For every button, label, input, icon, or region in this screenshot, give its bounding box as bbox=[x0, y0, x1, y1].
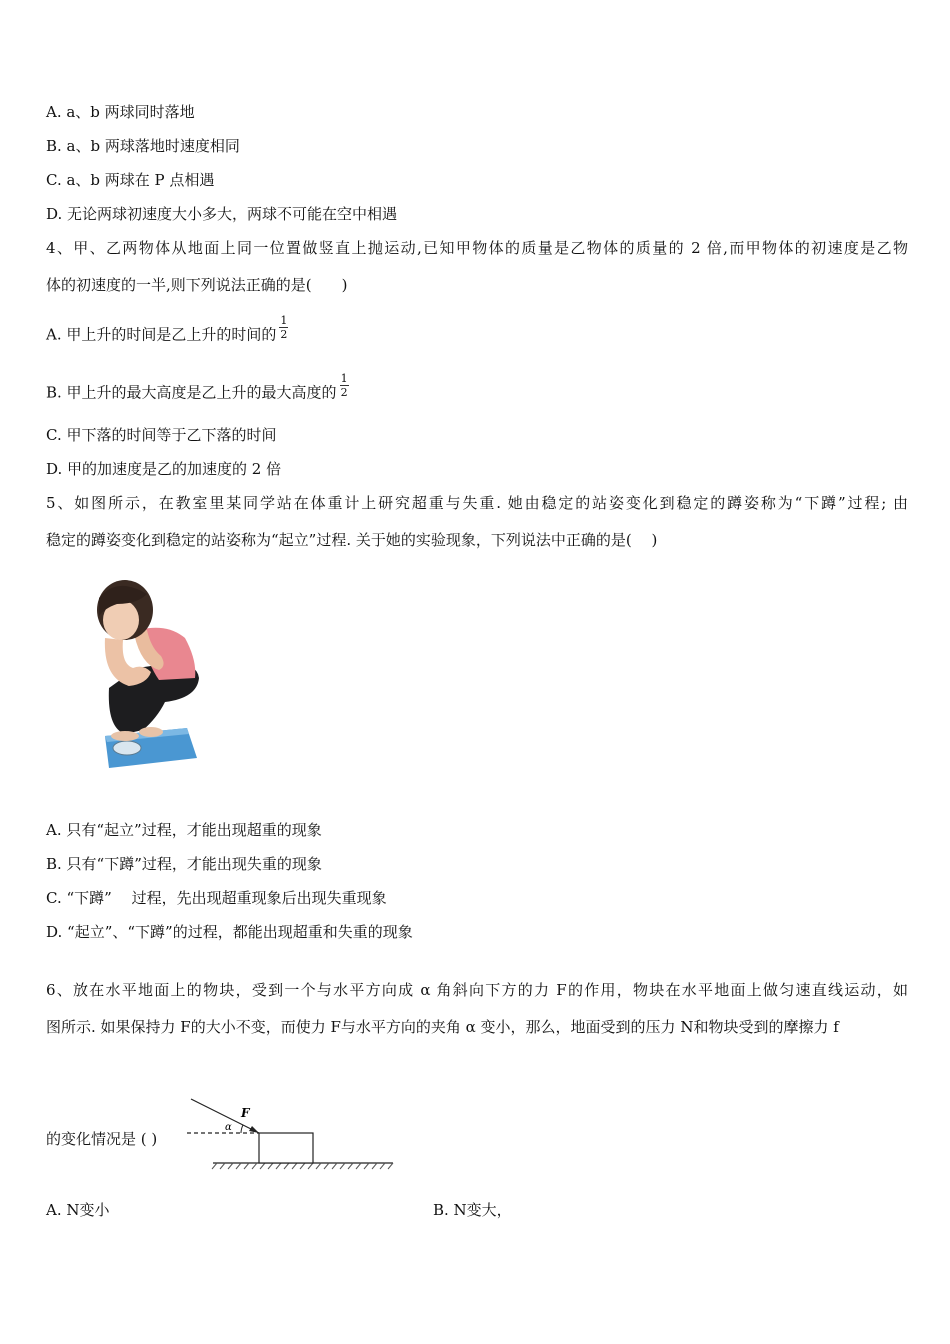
force-diagram bbox=[185, 1095, 400, 1175]
q5-stem-line2: 稳定的蹲姿变化到稳定的站姿称为“起立”过程. 关于她的实验现象，下列说法中正确的是( ) bbox=[46, 531, 658, 549]
q5-option-b: B. 只有“下蹲”过程，才能出现失重的现象 bbox=[46, 855, 322, 873]
q6-option-a: A. N变小 bbox=[46, 1201, 110, 1219]
block-shape bbox=[259, 1133, 313, 1163]
q6-stem-line2: 图所示. 如果保持力 F的大小不变，而使力 F与水平方向的夹角 α 变小，那么，地面受到的压力 N和物块受到的摩擦力 f bbox=[46, 1018, 839, 1036]
q5-stem-line1: 5、如图所示，在教室里某同学站在体重计上研究超重与失重. 她由稳定的站姿变化到稳定的蹲姿称为“下蹲”过程; 由 bbox=[46, 494, 908, 512]
girl-squatting-on-scale-image bbox=[47, 568, 227, 771]
q3-option-d: D. 无论两球初速度大小多大，两球不可能在空中相遇 bbox=[46, 205, 398, 223]
angle-alpha-label: α bbox=[225, 1122, 232, 1133]
fraction-one-half: $\frac{1}{2}$ bbox=[340, 372, 348, 399]
q4-option-d: D. 甲的加速度是乙的加速度的 2 倍 bbox=[46, 460, 282, 478]
q6-stem-line3: 的变化情况是 ( ) bbox=[46, 1130, 158, 1148]
q4-stem-line2: 体的初速度的一半,则下列说法正确的是( ) bbox=[46, 276, 348, 294]
q3-option-b: B. a、b 两球落地时速度相同 bbox=[46, 137, 240, 155]
q6-option-b: B. N变大， bbox=[433, 1201, 512, 1219]
q3-option-c: C. a、b 两球在 P 点相遇 bbox=[46, 171, 215, 189]
q4-option-a-text: A. 甲上升的时间是乙上升的时间的 bbox=[46, 325, 277, 344]
fraction-one-half: $\frac{1}{2}$ bbox=[280, 314, 288, 341]
q4-option-b bbox=[46, 372, 349, 407]
q5-option-a: A. 只有“起立”过程，才能出现超重的现象 bbox=[46, 821, 322, 839]
q5-option-d: D. “起立”、“下蹲”的过程，都能出现超重和失重的现象 bbox=[46, 923, 413, 941]
q6-stem-line1: 6、放在水平地面上的物块，受到一个与水平方向成 α 角斜向下方的力 F的作用，物块在水平地面上做匀速直线运动，如 bbox=[46, 981, 908, 999]
q4-option-c: C. 甲下落的时间等于乙下落的时间 bbox=[46, 426, 277, 444]
q4-stem-line1: 4、甲、乙两物体从地面上同一位置做竖直上抛运动,已知甲物体的质量是乙物体的质量的 2 倍,而甲物体的初速度是乙物 bbox=[46, 239, 908, 257]
q3-option-a: A. a、b 两球同时落地 bbox=[46, 103, 195, 121]
q4-option-b-text: B. 甲上升的最大高度是乙上升的最大高度的 bbox=[46, 383, 337, 402]
force-f-label: F bbox=[241, 1106, 250, 1120]
q4-option-a bbox=[46, 314, 288, 349]
q5-option-c: C. “下蹲” 过程，先出现超重现象后出现失重现象 bbox=[46, 889, 387, 907]
